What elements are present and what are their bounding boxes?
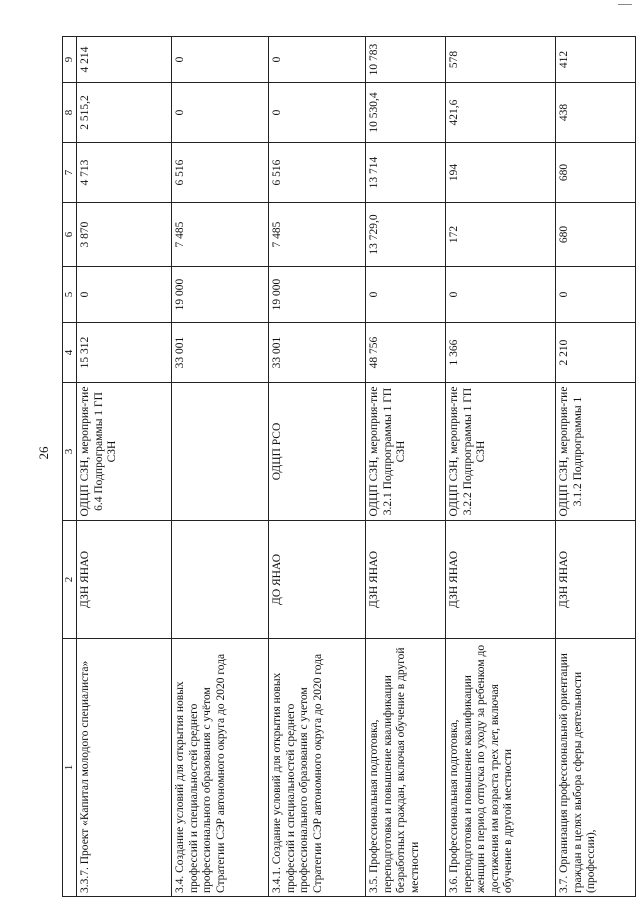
row-value: 578: [445, 37, 555, 83]
row-value: 0: [445, 267, 555, 323]
table-row: [171, 37, 268, 897]
row-value: 0: [365, 267, 445, 323]
row-value: 6 516: [268, 143, 365, 203]
row-source: ОДЦП СЗН, мероприя-тие 3.2.2 Подпрограммы 1 ГП СЗН: [445, 383, 555, 521]
row-value: 19 000: [171, 267, 268, 323]
row-value: 172: [445, 203, 555, 267]
row-value: 7 485: [268, 203, 365, 267]
row-value: 10 530,4: [365, 83, 445, 143]
column-number: 5: [63, 267, 77, 323]
column-number: 7: [63, 143, 77, 203]
row-name: 3.4. Создание условий для открытия новых профессий и специальностей среднего профессионального образования с учётом Стратегии СЭР автономного округа до 2020 года: [171, 639, 268, 897]
column-number: 8: [63, 83, 77, 143]
row-name: 3.5. Профессиональная подготовка, переподготовка и повышение квалификации безработных граждан, включая обучение в другой местности: [365, 639, 445, 897]
column-number: 2: [63, 521, 77, 639]
table-row: [268, 37, 365, 897]
row-source: ОДЦП СЗН, мероприя-тие 3.1.2 Подпрограммы 1: [555, 383, 635, 521]
row-name: 3.3.7. Проект «Капитал молодого специалиста»: [76, 639, 171, 897]
column-number: 1: [63, 639, 77, 897]
row-executor: [171, 521, 268, 639]
row-value: 0: [268, 37, 365, 83]
column-number-row: [63, 37, 77, 897]
row-value: 0: [171, 37, 268, 83]
row-value: 33 001: [171, 323, 268, 383]
budget-table: [62, 36, 636, 897]
row-value: 412: [555, 37, 635, 83]
column-number: 3: [63, 383, 77, 521]
page-number: 26: [36, 446, 51, 460]
row-source: ОДЦП СЗН, мероприя-тие 3.2.1 Подпрограммы 1 ГП СЗН: [365, 383, 445, 521]
row-value: 421,6: [445, 83, 555, 143]
row-value: 13 714: [365, 143, 445, 203]
row-value: 1 366: [445, 323, 555, 383]
row-value: 680: [555, 143, 635, 203]
table-row: [76, 37, 171, 897]
row-value: 13 729,0: [365, 203, 445, 267]
row-value: 438: [555, 83, 635, 143]
row-source: ОДЦП СЗН, мероприя-тие 6.4 Подпрограммы 1 ГП СЗН: [76, 383, 171, 521]
table-row: [365, 37, 445, 897]
row-value: 194: [445, 143, 555, 203]
row-value: 4 214: [76, 37, 171, 83]
row-value: 0: [268, 83, 365, 143]
row-name: 3.7. Организация профессиональной ориентации граждан в целях выбора сферы деятельности (профессии),: [555, 639, 635, 897]
row-value: 3 870: [76, 203, 171, 267]
row-source: ОДЦП РСО: [268, 383, 365, 521]
row-value: 2 210: [555, 323, 635, 383]
rotated-table-sheet: [62, 37, 637, 897]
row-source: [171, 383, 268, 521]
row-value: 0: [76, 267, 171, 323]
row-value: 19 000: [268, 267, 365, 323]
row-value: 48 756: [365, 323, 445, 383]
table-row: [555, 37, 635, 897]
row-executor: ДО ЯНАО: [268, 521, 365, 639]
row-value: 4 713: [76, 143, 171, 203]
column-number: 9: [63, 37, 77, 83]
column-number: 4: [63, 323, 77, 383]
row-value: 2 515,2: [76, 83, 171, 143]
row-value: 7 485: [171, 203, 268, 267]
row-name: 3.6. Профессиональная подготовка, переподготовка и повышение квалификации женщин в период отпуска по уходу за ребенком до достижения им возраста трех лет, включая обучение в другой местности: [445, 639, 555, 897]
row-value: 680: [555, 203, 635, 267]
row-value: 6 516: [171, 143, 268, 203]
column-number: 6: [63, 203, 77, 267]
row-value: 0: [171, 83, 268, 143]
row-executor: ДЗН ЯНАО: [555, 521, 635, 639]
row-value: 33 001: [268, 323, 365, 383]
row-value: 10 783: [365, 37, 445, 83]
row-executor: ДЗН ЯНАО: [365, 521, 445, 639]
row-executor: ДЗН ЯНАО: [76, 521, 171, 639]
row-value: 15 312: [76, 323, 171, 383]
row-executor: ДЗН ЯНАО: [445, 521, 555, 639]
row-value: 0: [555, 267, 635, 323]
corner-mark: [618, 4, 632, 8]
table-row: [445, 37, 555, 897]
row-name: 3.4.1. Создание условий для открытия новых профессий и специальностей среднего профессионального образования с учетом Стратегии СЭР автономного округа до 2020 года: [268, 639, 365, 897]
